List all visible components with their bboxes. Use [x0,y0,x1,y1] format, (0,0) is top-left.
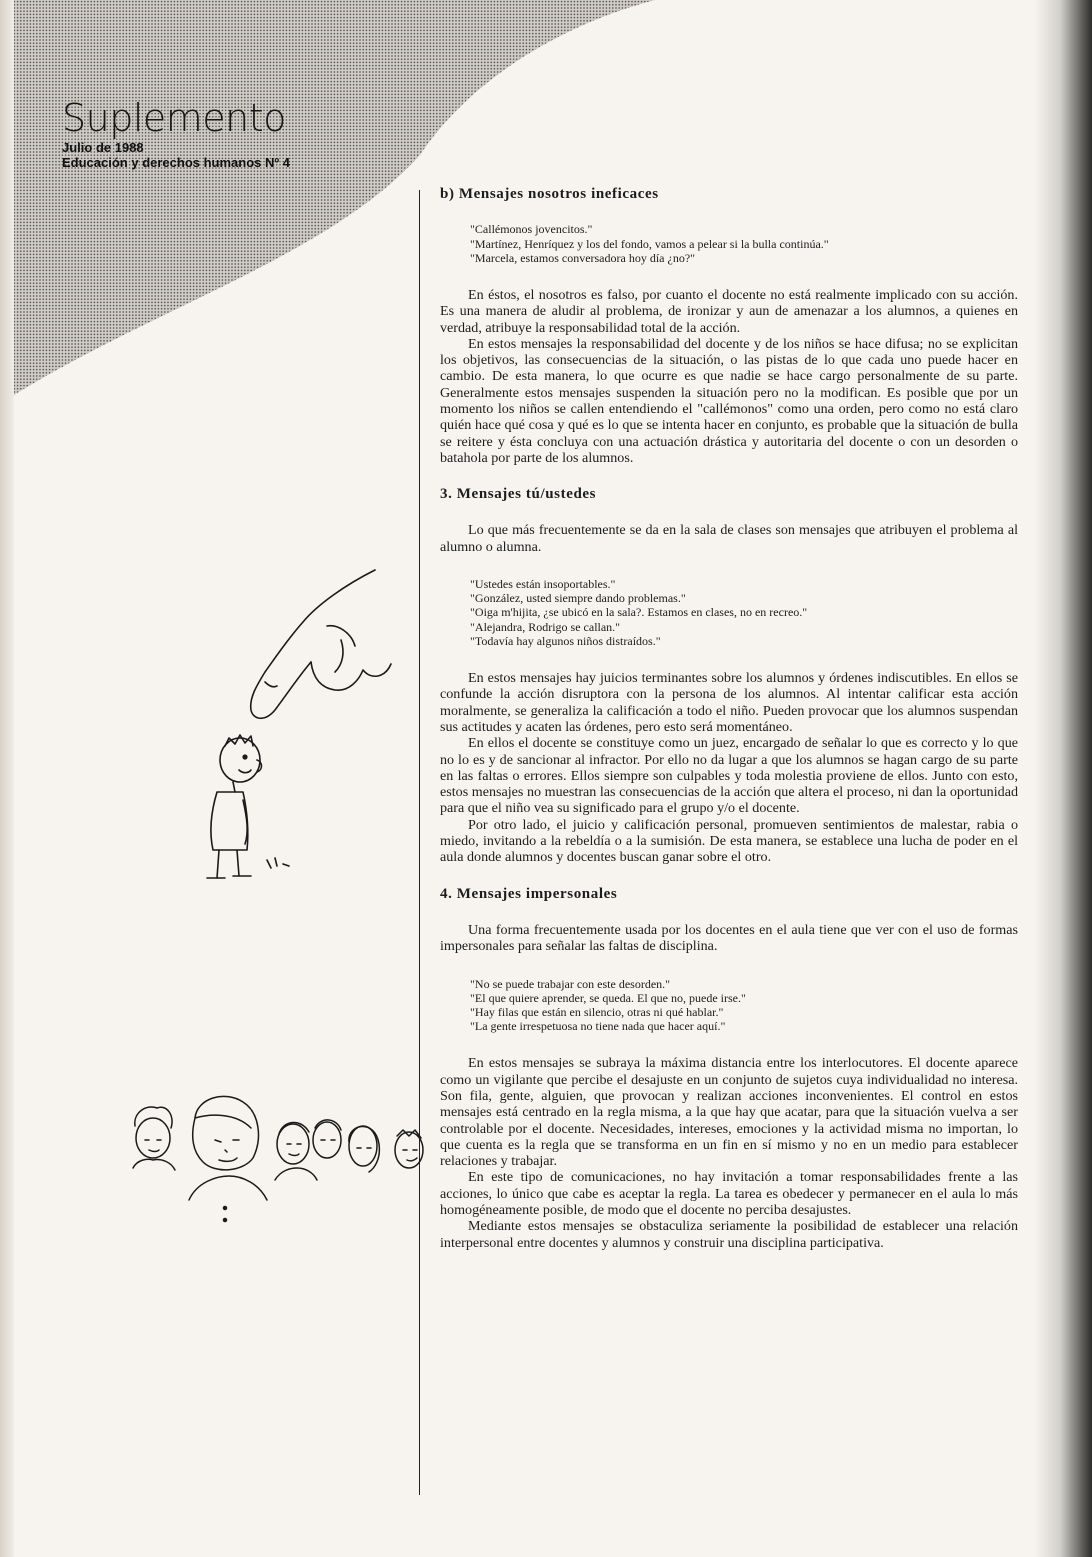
quote-list [470,577,1018,648]
section-tu-ustedes [440,486,1018,865]
quote-line: "González, usted siempre dando problemas." [470,591,686,606]
section-impersonales [440,886,1018,1251]
article-body [440,186,1018,1271]
paragraph: En éstos, el nosotros es falso, por cuanto el docente no está realmente implicado con su acción. Es una manera de aludir al problema, de ironizar y aun de amenazar a los alumnos, a quienes en verdad, atribuye la responsabilidad total de la acción. [440,286,1018,336]
paragraph: En estos mensajes se subraya la máxima distancia entre los interlocutores. El docente aparece como un vigilante que percibe el desajuste en un conjunto de sujetos cuya individualidad no interesa. Son fila, gente, alguien, que provocan y realizan acciones inconvenientes. El control en estos mensajes está centrado en la regla misma, a la que hay que acatar, para que la situación vuelva a ser controlable por el docente. Necesidades, intereses, emociones y la actividad misma no importan, lo que cuenta es la regla que se transforma en un fin en sí mismo y no en un medio para establecer relaciones y trabajar. [440,1055,1018,1170]
quote-line: "Marcela, estamos conversadora hoy día ¿no?" [470,250,696,265]
quote-line: "Callémonos jovencitos." [470,222,593,237]
quote-list [470,222,1018,265]
quote-line: "Alejandra, Rodrigo se callan." [470,619,621,634]
masthead-title: Suplemento [62,96,286,140]
paragraph: En estos mensajes la responsabilidad del docente y de los niños se hace difusa; no se explicitan los objetivos, las consecuencias de la situación, o las pistas de lo que cada uno puede hacer en cambio. De esta manera, lo que ocurre es que nadie se hace cargo personalmente de su parte. Generalmente estos mensajes suspenden la situación pero no la modifican. Es posible que por un momento los niños se callen entendiendo el "callémonos" como una orden, pero como no está claro quién hace qué cosa y qué es lo que se intenta hacer en conjunto, es probable que la situación de bulla se reitere y ésta concluya con una actuación drástica y autoritaria del docente o con un desorden o batahola por parte de los alumnos. [440,335,1018,466]
section-intro: Una forma frecuentemente usada por los docentes en el aula tiene que ver con el uso de formas impersonales para señalar las faltas de disciplina. [440,921,1018,955]
column-divider [419,190,420,1495]
quote-line: "El que quiere aprender, se queda. El que no, puede irse." [470,990,746,1005]
quote-line: "La gente irrespetuosa no tiene nada que hacer aquí." [470,1019,726,1034]
quote-line: "Hay filas que están en silencio, otras ni qué hablar." [470,1004,724,1019]
paragraph: Mediante estos mensajes se obstaculiza seriamente la posibilidad de establecer una relación interpersonal entre docentes y alumnos y construir una disciplina participativa. [440,1218,1018,1251]
section-heading: 4. Mensajes impersonales [440,885,618,902]
masthead-date: Julio de 1988 [62,140,144,155]
quote-line: "Oiga m'hijita, ¿se ubicó en la sala?. Estamos en clases, no en recreo." [470,605,808,620]
paragraph: En estos mensajes hay juicios terminantes sobre los alumnos y órdenes indiscutibles. En ellos se confunde la acción disruptora con la persona de los alumnos. Al intentar calificar esta acción moralmente, se generaliza la calificación a todo el niño. Pueden provocar que los alumnos suspendan sus actitudes y acaten las órdenes, pero esto será momentáneo. [440,670,1018,735]
masthead-series: Educación y derechos humanos Nº 4 [62,155,290,170]
children-faces-drawing-icon [125,1088,425,1228]
quote-line: "Todavía hay algunos niños distraídos." [470,633,661,648]
quote-line: "Martínez, Henríquez y los del fondo, vamos a pelear si la bulla continúa." [470,236,829,251]
masthead [62,96,290,170]
paragraph: En este tipo de comunicaciones, no hay invitación a tomar responsabilidades frente a las acciones, lo único que cabe es aceptar la regla. La tarea es obedecer y permanecer en el aula lo más homogéneamente posible, de modo que el docente no perciba desajustes. [440,1169,1018,1219]
quote-list [470,977,1018,1034]
section-nosotros [440,186,1018,466]
paragraph: Por otro lado, el juicio y calificación personal, promueven sentimientos de malestar, rabia o miedo, invitando a la rebeldía o a la sumisión. De esta manera, se establece una lucha de poder en el aula donde alumnos y docentes buscan ganar sobre el otro. [440,816,1018,866]
pointing-finger-child-drawing-icon [195,560,400,885]
paragraph: En ellos el docente se constituye como un juez, encargado de señalar lo que es correcto y lo que no lo es y de sancionar al infractor. Por ello no da lugar a que los alumnos se hagan cargo de su parte en las faltas o errores. Ellos siempre son culpables y toda molestia proviene de ellos. Junto con esto, estos mensajes no muestran las consecuencias de la acción que altera el proceso, ni dan la oportunidad para que el niño vea su significado para el grupo y/o el docente. [440,735,1018,817]
section-heading: 3. Mensajes tú/ustedes [440,486,597,503]
quote-line: "No se puede trabajar con este desorden." [470,976,671,991]
quote-line: "Ustedes están insoportables." [470,577,616,592]
binding-shadow [1034,0,1092,1557]
section-heading: b) Mensajes nosotros ineficaces [440,186,659,202]
section-intro: Lo que más frecuentemente se da en la sala de clases son mensajes que atribuyen el problema al alumno o alumna. [440,522,1018,555]
